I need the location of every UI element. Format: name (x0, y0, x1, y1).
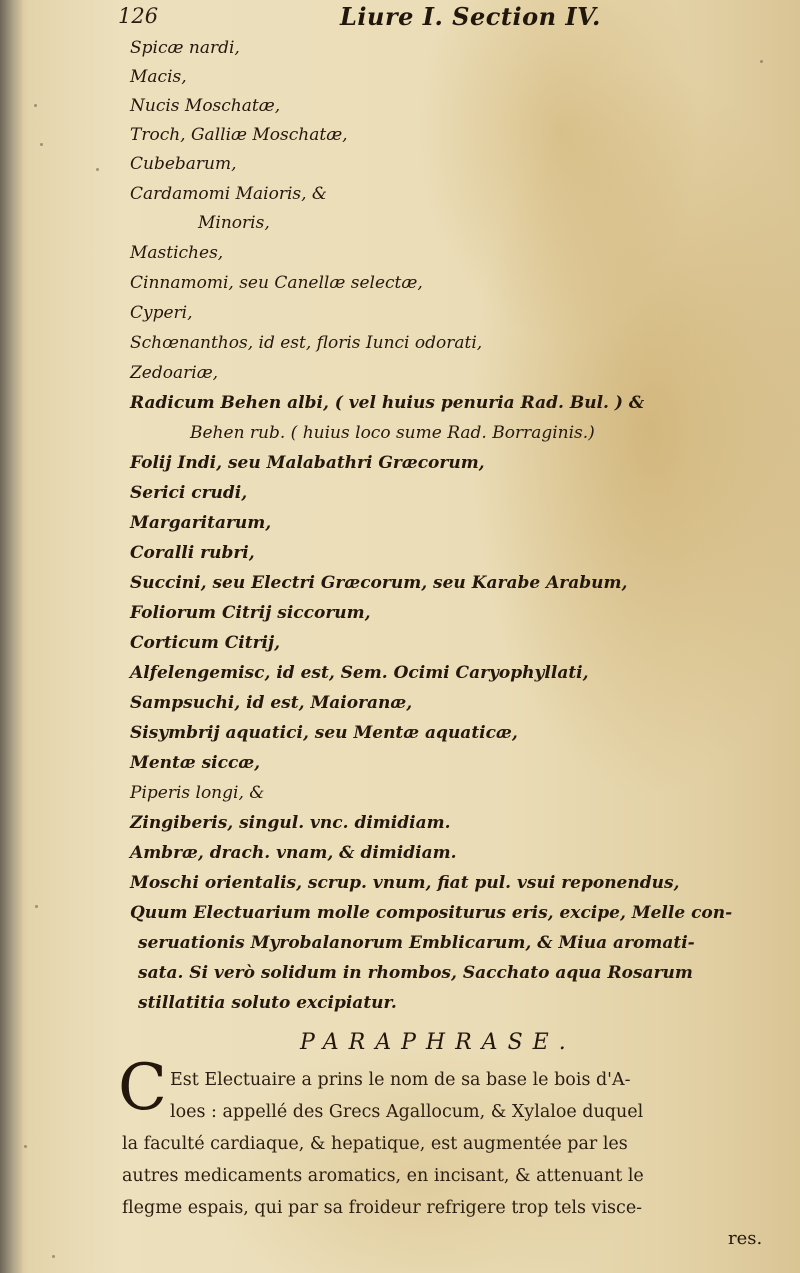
recipe-line: Troch, Galliæ Moschatæ, (130, 125, 348, 145)
page-header (118, 2, 678, 40)
recipe-line: Zedoariæ, (130, 363, 219, 383)
recipe-line: Margaritarum, (130, 513, 272, 533)
recipe-line: Zingiberis, singul. vnc. dimidiam. (130, 813, 451, 833)
catchword: res. (728, 1228, 763, 1249)
recipe-line: Folij Indi, seu Malabathri Græcorum, (130, 453, 485, 473)
recipe-line: Piperis longi, & (130, 783, 265, 803)
recipe-line: Mentæ siccæ, (130, 753, 261, 773)
recipe-line: Cubebarum, (130, 154, 237, 174)
drop-cap-letter: C (118, 1051, 167, 1125)
recipe-line: Spicæ nardi, (130, 38, 240, 58)
recipe-line: sata. Si verò solidum in rhombos, Sacchato aqua Rosarum (138, 963, 693, 983)
recipe-line: Cinnamomi, seu Canellæ selectæ, (130, 273, 423, 293)
recipe-line: Nucis Moschatæ, (130, 96, 281, 116)
recipe-line: seruationis Myrobalanorum Emblicarum, & Miua aromati- (138, 933, 695, 953)
paraphrase-line: Est Electuaire a prins le nom de sa base le bois d'A- (170, 1070, 631, 1090)
page-number: 126 (118, 4, 159, 28)
recipe-line: Succini, seu Electri Græcorum, seu Karabe Arabum, (130, 573, 628, 593)
page-binding-edge (0, 0, 24, 1273)
recipe-line: Minoris, (198, 213, 270, 233)
recipe-line: Alfelengemisc, id est, Sem. Ocimi Caryophyllati, (130, 663, 589, 683)
recipe-line: Radicum Behen albi, ( vel huius penuria Rad. Bul. ) & (130, 393, 645, 413)
recipe-line: Foliorum Citrij siccorum, (130, 603, 371, 623)
paraphrase-line: loes : appellé des Grecs Agallocum, & Xylaloe duquel (170, 1102, 644, 1122)
paraphrase-line: la faculté cardiaque, & hepatique, est augmentée par les (122, 1134, 628, 1154)
recipe-line: Serici crudi, (130, 483, 248, 503)
recipe-line: Corticum Citrij, (130, 633, 281, 653)
recipe-line: Sisymbrij aquatici, seu Mentæ aquaticæ, (130, 723, 518, 743)
recipe-line: Quum Electuarium molle compositurus eris, excipe, Melle con- (130, 903, 733, 923)
running-head: Liure I. Section IV. (340, 2, 601, 31)
recipe-line: Sampsuchi, id est, Maioranæ, (130, 693, 413, 713)
recipe-line: stillatitia soluto excipiatur. (138, 993, 397, 1013)
recipe-line: Macis, (130, 67, 187, 87)
recipe-line: Mastiches, (130, 243, 224, 263)
paraphrase-line: autres medicaments aromatics, en incisant, & attenuant le (122, 1166, 644, 1186)
recipe-line: Cardamomi Maioris, & (130, 184, 328, 204)
recipe-line: Ambræ, drach. vnam, & dimidiam. (130, 843, 457, 863)
recipe-line: Behen rub. ( huius loco sume Rad. Borraginis.) (190, 423, 595, 443)
recipe-line: Moschi orientalis, scrup. vnum, fiat pul. vsui reponendus, (130, 873, 680, 893)
recipe-line: Coralli rubri, (130, 543, 255, 563)
recipe-line: Schœnanthos, id est, floris Iunci odorati, (130, 333, 483, 353)
paraphrase-line: flegme espais, qui par sa froideur refrigere trop tels visce- (122, 1198, 643, 1218)
recipe-line: Cyperi, (130, 303, 193, 323)
section-heading-paraphrase: PARAPHRASE. (300, 1030, 576, 1055)
